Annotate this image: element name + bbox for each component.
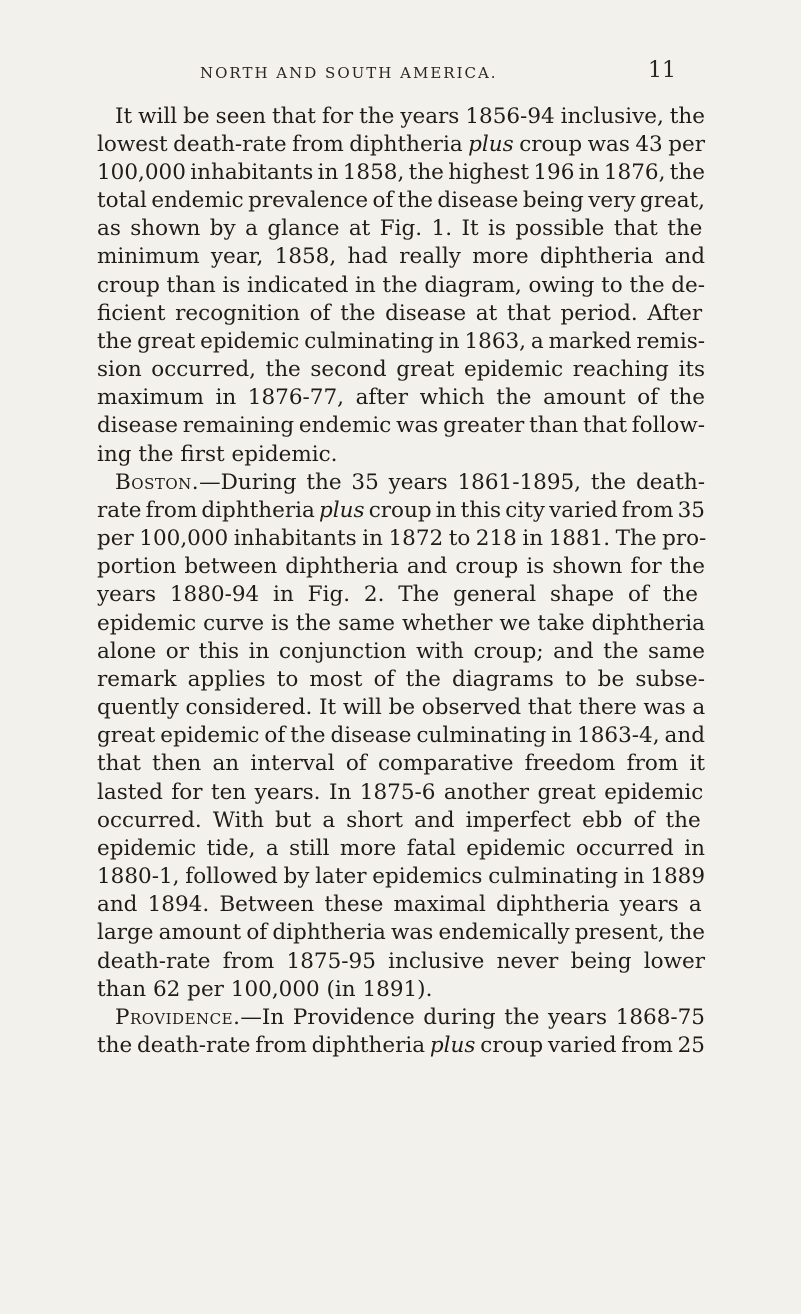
line-text: alone or this in conjunction with croup; and the same [97, 639, 705, 664]
line-text: quently considered. It will be observed that there was a [97, 695, 706, 720]
italic-word: plus [468, 132, 514, 157]
text-line [97, 722, 705, 752]
text-line [97, 272, 705, 302]
line-text: than 62 per 100,000 (in 1891). [97, 977, 433, 1002]
text-line [97, 243, 705, 273]
line-text: large amount of diphtheria was endemically present, the [97, 920, 705, 945]
line-text: disease remaining endemic was greater than that follow- [97, 413, 705, 438]
text-line [115, 469, 705, 499]
line-text: sion occurred, the second great epidemic reaching its [97, 357, 705, 382]
text-line [97, 948, 705, 978]
line-text: great epidemic of the disease culminating in 1863-4, and [97, 723, 705, 748]
text-line [97, 863, 705, 893]
text-line [115, 1004, 705, 1034]
text-line [97, 497, 705, 527]
line-text: epidemic tide, a still more fatal epidemic occurred in [97, 836, 705, 861]
text-line [97, 159, 705, 189]
line-text: death-rate from 1875-95 inclusive never being lower [97, 949, 705, 974]
line-text: minimum year, 1858, had really more diphtheria and [97, 244, 705, 269]
text-line [97, 441, 337, 471]
line-text: —In Providence during the years 1868-75 [240, 1005, 705, 1030]
text-line [97, 976, 432, 1006]
line-text: croup varied from 25 [475, 1033, 705, 1058]
text-line [97, 779, 703, 809]
text-line [97, 525, 706, 555]
text-line [97, 835, 705, 865]
text-line [97, 891, 702, 921]
page-number: 11 [648, 58, 676, 83]
italic-word: plus [319, 498, 365, 523]
text-line [97, 919, 705, 949]
line-text: 1880-1, followed by later epidemics culminating in 1889 [97, 864, 705, 889]
line-text: remark applies to most of the diagrams to be subse- [97, 667, 705, 692]
text-line [97, 412, 705, 442]
line-text: —During the 35 years 1861-1895, the death- [199, 470, 705, 495]
text-line [97, 187, 705, 217]
text-line [97, 1032, 705, 1062]
line-text: croup was 43 per [513, 132, 705, 157]
line-text: croup than is indicated in the diagram, owing to the de- [97, 273, 705, 298]
text-line [97, 581, 698, 611]
line-text: ficient recognition of the disease at that period. After [97, 301, 703, 326]
line-text: ing the first epidemic. [97, 442, 338, 467]
line-text: and 1894. Between these maximal diphtheria years a [97, 892, 702, 917]
text-line [97, 300, 702, 330]
text-line [97, 638, 705, 668]
line-text: It will be seen that for the years 1856-94 inclusive, the [115, 104, 705, 129]
text-line [97, 328, 705, 358]
line-text: croup in this city varied from 35 [364, 498, 705, 523]
line-text: portion between diphtheria and croup is shown for the [97, 554, 705, 579]
text-line [97, 666, 705, 696]
line-text: maximum in 1876-77, after which the amount of the [97, 385, 705, 410]
running-title: NORTH AND SOUTH AMERICA. [200, 64, 498, 82]
running-head [0, 58, 801, 88]
line-text: the great epidemic culminating in 1863, a marked remis- [97, 329, 705, 354]
line-text: occurred. With but a short and imperfect ebb of the [97, 808, 701, 833]
section-heading: Providence. [115, 1005, 241, 1030]
text-line [97, 807, 701, 837]
text-line [97, 215, 702, 245]
text-line [97, 610, 705, 640]
line-text: rate from diphtheria [97, 498, 319, 523]
line-text: years 1880-94 in Fig. 2. The general shape of the [97, 582, 698, 607]
text-line [97, 694, 705, 724]
line-text: epidemic curve is the same whether we take diphtheria [97, 611, 705, 636]
line-text: total endemic prevalence of the disease being very great, [97, 188, 705, 213]
section-heading: Boston. [115, 470, 200, 495]
text-line [97, 131, 705, 161]
text-line [97, 356, 705, 386]
line-text: lasted for ten years. In 1875-6 another great epidemic [97, 780, 704, 805]
line-text: 100,000 inhabitants in 1858, the highest 196 in 1876, the [97, 160, 705, 185]
line-text: that then an interval of comparative freedom from it [97, 751, 705, 776]
line-text: lowest death-rate from diphtheria [97, 132, 469, 157]
line-text: as shown by a glance at Fig. 1. It is possible that the [97, 216, 703, 241]
text-line [115, 103, 705, 133]
text-line [97, 553, 705, 583]
line-text: per 100,000 inhabitants in 1872 to 218 in 1881. The pro- [97, 526, 707, 551]
italic-word: plus [429, 1033, 476, 1058]
text-line [97, 750, 705, 780]
text-line [97, 384, 705, 414]
line-text: the death-rate from diphtheria [97, 1033, 430, 1058]
